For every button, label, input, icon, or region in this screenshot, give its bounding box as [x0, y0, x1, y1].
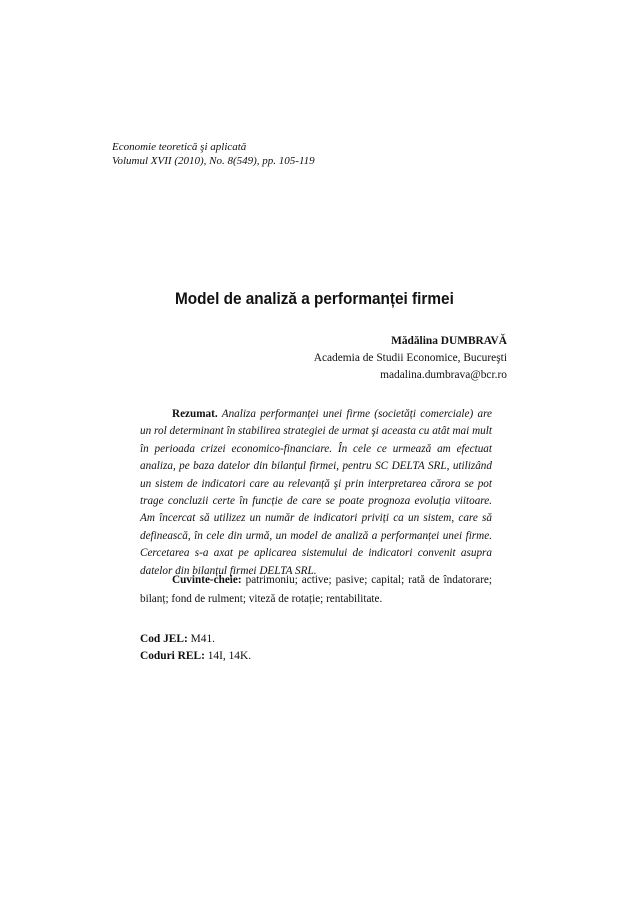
jel-value: M41. [190, 633, 216, 645]
author-email: madalina.dumbrava@bcr.ro [380, 369, 507, 381]
rel-label: Coduri REL: [140, 650, 205, 662]
jel-label: Cod JEL: [140, 633, 188, 645]
keywords-text: patrimoniu; active; pasive; capital; rată de îndatorare; bilanț; fond de rulment; viteză de rotație; rentabilitate. [140, 574, 493, 605]
keywords-label: Cuvinte-cheie: [172, 574, 242, 586]
abstract [140, 406, 492, 580]
rel-code [140, 648, 251, 665]
abstract-label: Rezumat. [172, 408, 218, 420]
author-block [314, 333, 507, 384]
journal-header [112, 140, 315, 168]
paper-title: Model de analiză a performanței firmei [175, 290, 454, 308]
abstract-text: Analiza performanței unei firme (societăți comerciale) are un rol determinant în stabilirea strategiei de urmat şi aceasta cu atât mai mult în perioada crizei economico-financiare. În cele ce urmează am efectuat analiza, pe baza datelor din bilanțul firmei, pentru SC DELTA SRL, utilizând un sistem de indicatori care au relevanță şi prin interpretarea cărora se pot trage concluzii certe în funcție de care se poate prognoza evoluția viitoare. Am încercat să utilizez un număr de indicatori priviți ca un sistem, care să definească, în cele din urmă, un model de analiză a performanței unei firme. Cercetarea s-a axat pe aplicarea sistemului de indicatori convenit asupra datelor din bilanțul firmei DELTA SRL. [140, 408, 492, 577]
journal-name: Economie teoretică şi aplicată [112, 141, 247, 153]
journal-issue: Volumul XVII (2010), No. 8(549), pp. 105-119 [112, 155, 315, 167]
author-affiliation: Academia de Studii Economice, Bucureşti [313, 352, 507, 364]
author-name: Mădălina DUMBRAVĂ [391, 335, 507, 347]
keywords [140, 571, 492, 609]
classification-codes [140, 631, 251, 665]
rel-value: 14I, 14K. [207, 650, 252, 662]
jel-code [140, 631, 251, 648]
